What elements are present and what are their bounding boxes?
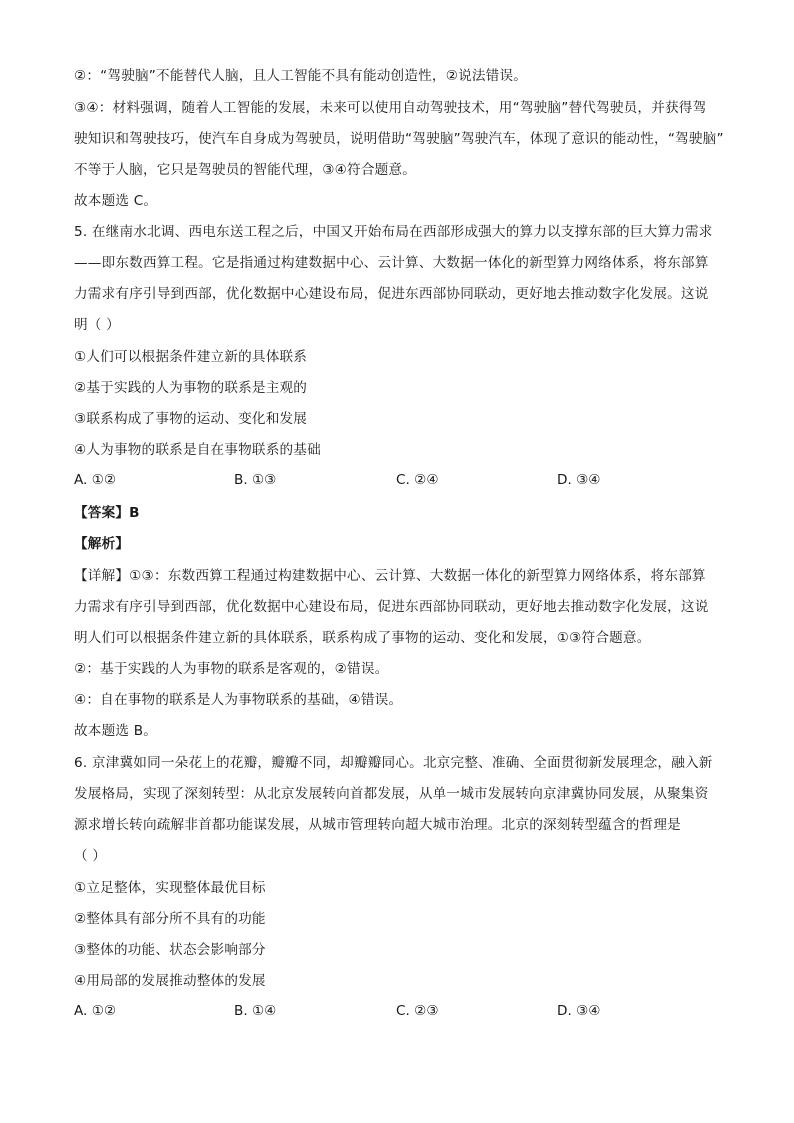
detail-line: 明人们可以根据条件建立新的具体联系，联系构成了事物的运动、变化和发展，①③符合题意。 <box>74 630 651 646</box>
detail-line: ②：基于实践的人为事物的联系是客观的，②错误。 <box>74 661 389 677</box>
question-6-stem: 6. 京津冀如同一朵花上的花瓣，瓣瓣不同，却瓣瓣同心。北京完整、准确、全面贯彻新发展理念，融入新 <box>74 755 713 771</box>
option-b: B. ①④ <box>234 1003 277 1019</box>
option-a: A. ①② <box>74 472 117 488</box>
question-6-item: ③整体的功能、状态会影响部分 <box>74 942 266 958</box>
option-c: C. ②③ <box>396 1003 439 1019</box>
question-5-item: ②基于实践的人为事物的联系是主观的 <box>74 380 308 396</box>
question-6-stem: 发展格局，实现了深刻转型：从北京发展转向首都发展，从单一城市发展转向京津冀协同发展，从聚集资 <box>74 786 709 802</box>
question-5-stem: ——即东数西算工程。它是指通过构建数据中心、云计算、大数据一体化的新型算力网络体系，将东部算 <box>74 255 709 271</box>
answer-conclusion: 故本题选 B。 <box>74 723 158 739</box>
analysis-line: ②：“驾驶脑”不能替代人脑，且人工智能不具有能动创造性，②说法错误。 <box>74 68 528 84</box>
option-c: C. ②④ <box>396 472 439 488</box>
option-d: D. ③④ <box>557 472 601 488</box>
question-6-options <box>74 1003 734 1023</box>
answer-conclusion: 故本题选 C。 <box>74 193 158 209</box>
analysis-label: 【解析】 <box>74 536 130 552</box>
analysis-line: 不等于人脑，它只是驾驶员的智能代理，③④符合题意。 <box>74 162 417 178</box>
analysis-line: 驶知识和驾驶技巧，使汽车自身成为驾驶员，说明借助“驾驶脑”驾驶汽车，体现了意识的能动性，“驾驶脑” <box>74 131 724 147</box>
question-6-item: ②整体具有部分所不具有的功能 <box>74 911 266 927</box>
option-a: A. ①② <box>74 1003 117 1019</box>
question-5-options <box>74 472 734 492</box>
question-6-stem: 源求增长转向疏解非首都功能谋发展，从城市管理转向超大城市治理。北京的深刻转型蕴含的哲理是 <box>74 817 681 833</box>
question-5-item: ④人为事物的联系是自在事物联系的基础 <box>74 442 321 458</box>
detail-line: ④：自在事物的联系是人为事物联系的基础，④错误。 <box>74 692 403 708</box>
option-b: B. ①③ <box>234 472 277 488</box>
question-5-stem: 5. 在继南水北调、西电东送工程之后，中国又开始布局在西部形成强大的算力以支撑东部的巨大算力需求 <box>74 224 713 240</box>
question-6-stem: （ ） <box>74 848 107 864</box>
question-5-item: ③联系构成了事物的运动、变化和发展 <box>74 411 308 427</box>
question-5-stem: 力需求有序引导到西部，优化数据中心建设布局，促进东西部协同联动，更好地去推动数字化发展。这说 <box>74 286 709 302</box>
question-6-item: ①立足整体，实现整体最优目标 <box>74 880 266 896</box>
question-5-stem: 明（ ） <box>74 317 120 333</box>
analysis-line: ③④：材料强调，随着人工智能的发展，未来可以使用自动驾驶技术，用“驾驶脑”替代驾驶员，并获得驾 <box>74 100 707 116</box>
answer-label: 【答案】B <box>74 505 140 521</box>
option-d: D. ③④ <box>557 1003 601 1019</box>
question-5-item: ①人们可以根据条件建立新的具体联系 <box>74 349 308 365</box>
question-6-item: ④用局部的发展推动整体的发展 <box>74 973 266 989</box>
detail-line: 力需求有序引导到西部，优化数据中心建设布局，促进东西部协同联动，更好地去推动数字化发展，这说 <box>74 599 709 615</box>
detail-line: 【详解】①③：东数西算工程通过构建数据中心、云计算、大数据一体化的新型算力网络体系，将东部算 <box>74 568 706 584</box>
